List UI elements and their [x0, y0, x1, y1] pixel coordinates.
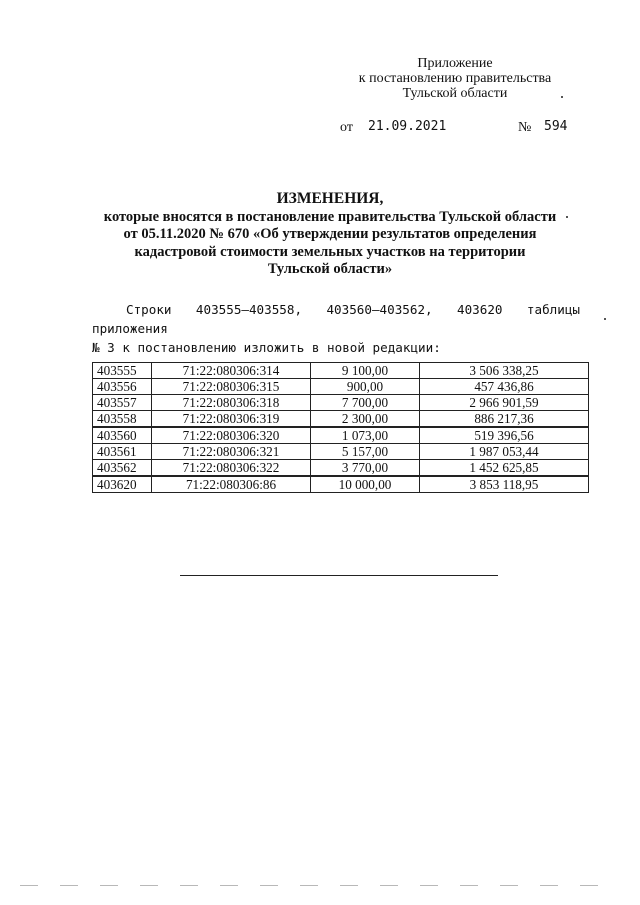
cadastral-number-cell: 71:22:080306:321 — [152, 444, 311, 460]
heading-line-4: Тульской области» — [267, 261, 393, 277]
document-number: 594 — [544, 119, 568, 134]
row-id-cell: 403562 — [93, 460, 152, 477]
appendix-line-3: Тульской области — [402, 86, 508, 101]
area-cell: 5 157,00 — [311, 444, 420, 460]
value-cell: 1 452 625,85 — [420, 460, 589, 477]
table-row — [93, 379, 589, 395]
intro-paragraph — [92, 300, 580, 357]
table-row — [93, 476, 589, 493]
value-cell: 1 987 053,44 — [420, 444, 589, 460]
cadastral-number-cell: 71:22:080306:320 — [152, 427, 311, 444]
cadastral-number-cell: 71:22:080306:319 — [152, 411, 311, 428]
closing-rule — [180, 575, 498, 576]
value-cell: 519 396,56 — [420, 427, 589, 444]
heading-title: ИЗМЕНЕНИЯ, — [276, 190, 384, 207]
value-cell: 886 217,36 — [420, 411, 589, 428]
table-row — [93, 460, 589, 477]
table-row — [93, 427, 589, 444]
intro-line-1: Строки 403555–403558, 403560–403562, 403620 таблицы приложения — [92, 302, 580, 336]
area-cell: 10 000,00 — [311, 476, 420, 493]
area-cell: 2 300,00 — [311, 411, 420, 428]
table-row — [93, 411, 589, 428]
scan-speck — [561, 96, 563, 98]
row-id-cell: 403560 — [93, 427, 152, 444]
table-row — [93, 363, 589, 379]
cadastral-table — [92, 362, 589, 493]
cadastral-number-cell: 71:22:080306:322 — [152, 460, 311, 477]
area-cell: 7 700,00 — [311, 395, 420, 411]
cadastral-number-cell: 71:22:080306:86 — [152, 476, 311, 493]
heading-line-3: кадастровой стоимости земельных участков на территории — [134, 243, 526, 260]
row-id-cell: 403555 — [93, 363, 152, 379]
value-cell: 2 966 901,59 — [420, 395, 589, 411]
scan-speck — [604, 318, 606, 320]
document-date: 21.09.2021 — [368, 119, 447, 134]
heading-line-2: от 05.11.2020 № 670 «Об утверждении результатов определения — [123, 226, 537, 242]
row-id-cell: 403620 — [93, 476, 152, 493]
area-cell: 3 770,00 — [311, 460, 420, 477]
appendix-line-2: к постановлению правительства — [358, 71, 552, 86]
document-heading — [80, 190, 580, 279]
cadastral-number-cell: 71:22:080306:314 — [152, 363, 311, 379]
heading-line-1: которые вносятся в постановление правительства Тульской области — [103, 208, 557, 225]
row-id-cell: 403557 — [93, 395, 152, 411]
value-cell: 457 436,86 — [420, 379, 589, 395]
area-cell: 1 073,00 — [311, 427, 420, 444]
appendix-header — [330, 56, 580, 101]
cadastral-number-cell: 71:22:080306:318 — [152, 395, 311, 411]
appendix-line-1: Приложение — [417, 56, 493, 71]
table-row — [93, 395, 589, 411]
date-prefix: от — [340, 120, 353, 135]
row-id-cell: 403556 — [93, 379, 152, 395]
cadastral-number-cell: 71:22:080306:315 — [152, 379, 311, 395]
row-id-cell: 403561 — [93, 444, 152, 460]
value-cell: 3 853 118,95 — [420, 476, 589, 493]
table-row — [93, 444, 589, 460]
value-cell: 3 506 338,25 — [420, 363, 589, 379]
area-cell: 9 100,00 — [311, 363, 420, 379]
area-cell: 900,00 — [311, 379, 420, 395]
intro-line-2: № 3 к постановлению изложить в новой редакции: — [92, 340, 441, 355]
scan-speck — [566, 216, 568, 218]
scan-edge-artifact — [20, 885, 620, 886]
row-id-cell: 403558 — [93, 411, 152, 428]
number-sign: № — [518, 120, 532, 135]
